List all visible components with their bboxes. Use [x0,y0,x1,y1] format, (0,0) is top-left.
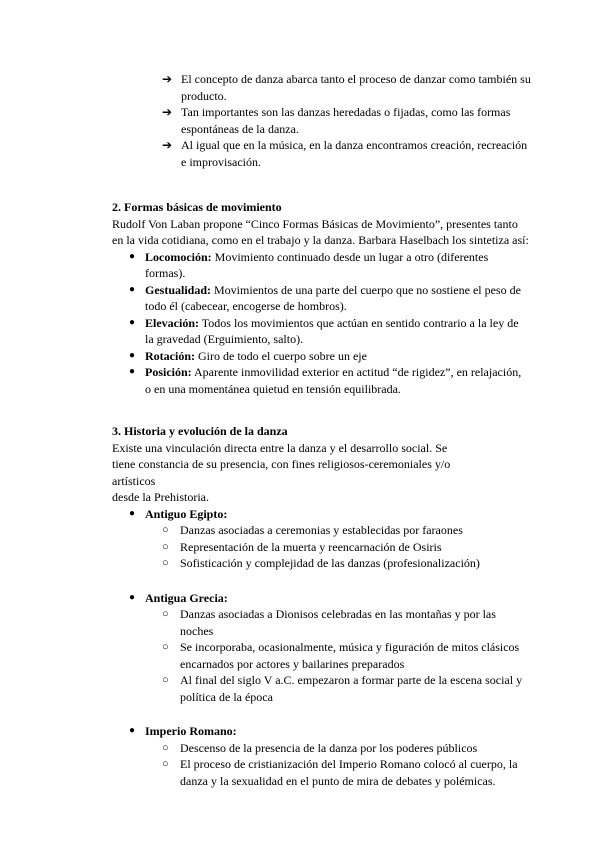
section-paragraph: desde la Prehistoria. [112,490,209,504]
arrow-right-icon: ➔ [162,138,173,152]
list-item: ● Elevación: Todos los movimientos que actúan en sentido contrario a la ley de la gravedad (Erguimiento, salto). [129,315,519,346]
circle-bullet-icon: ○ [162,608,169,620]
section-historia [112,423,530,789]
bullet-icon: ● [129,349,136,361]
list-item: ○ Representación de la muerta y reencarnación de Osiris [162,539,442,554]
arrow-right-icon: ➔ [162,72,173,86]
circle-bullet-icon: ○ [162,758,169,770]
circle-bullet-icon: ○ [162,674,169,686]
list-item: ○ Descenso de la presencia de la danza por los poderes públicos [162,740,478,755]
subsection-egipto [112,506,530,572]
list-item: ● Posición: Aparente inmovilidad exterior en actitud “de rigidez”, en relajación, o en una momentánea quietud en tensión equilibrada. [129,365,522,396]
bullet-icon: ● [129,316,136,328]
section-formas-basicas [112,199,530,397]
bullet-icon: ● [129,591,136,603]
list-item: ● Rotación: Giro de todo el cuerpo sobre un eje [129,348,367,363]
section-heading: 2. Formas básicas de movimiento [112,200,282,214]
bullet-icon: ● [129,250,136,262]
list-item: ○ Se incorporaba, ocasionalmente, música y figuración de mitos clásicos encarnados por actores y bailarines preparados [162,640,520,671]
intro-arrow-list [162,71,532,170]
subsection-title: ● Antiguo Egipto: [129,506,228,521]
grecia-list [112,606,530,705]
circle-bullet-icon: ○ [162,741,169,754]
movement-forms-list [112,249,530,398]
list-item: ➔ Al igual que en la música, en la danza encontramos creación, recreación e improvisación. [162,138,528,169]
roma-list [112,740,530,790]
bullet-icon: ● [129,507,136,519]
circle-bullet-icon: ○ [162,540,169,553]
list-item: ➔ Tan importantes son las danzas heredadas o fijadas, como las formas espontáneas de la danza. [162,105,511,136]
list-item: ○ Sofisticación y complejidad de las danzas (profesionalización) [162,556,480,570]
bullet-icon: ● [129,725,136,736]
list-item: ● Gestualidad: Movimientos de una parte del cuerpo que no sostiene el peso de todo él (cabecear, encogerse de hombros). [129,282,521,313]
list-item: ● Locomoción: Movimiento continuado desde un lugar a otro (diferentes formas). [129,249,489,280]
section-paragraph: Rudolf Von Laban propone “Cinco Formas Básicas de Movimiento”, presentes tanto en la vida cotidiana, como en el trabajo y la danza. Barbara Haselbach los sintetiza así: [112,216,529,247]
list-item: ○ El proceso de cristianización del Imperio Romano colocó al cuerpo, la danza y la sexualidad en el punto de mira de debates y polémicas. [162,757,518,788]
list-item: ○ Danzas asociadas a ceremonias y establecidas por faraones [162,523,463,537]
circle-bullet-icon: ○ [162,524,169,536]
list-item: ○ Danzas asociadas a Dionisos celebradas en las montañas y por las noches [162,607,496,638]
arrow-right-icon: ➔ [162,105,173,119]
egipto-list [112,522,530,572]
bullet-icon: ● [129,366,136,377]
section-heading: 3. Historia y evolución de la danza [112,424,288,438]
circle-bullet-icon: ○ [162,641,169,653]
list-item: ○ Al final del siglo V a.C. empezaron a formar parte de la escena social y política de la época [162,673,523,704]
list-item: ➔ El concepto de danza abarca tanto el proceso de danzar como también su producto. [162,72,531,103]
subsection-title: ● Imperio Romano: [129,724,237,738]
bullet-icon: ● [129,283,136,295]
subsection-grecia [112,590,530,706]
subsection-title: ● Antigua Grecia: [129,590,228,605]
subsection-roma [112,723,530,789]
section-paragraph: Existe una vinculación directa entre la danza y el desarrollo social. Se tiene constancia de su presencia, con fines religiosos-ceremoniales y/o artísticos [112,440,451,488]
circle-bullet-icon: ○ [162,557,169,569]
